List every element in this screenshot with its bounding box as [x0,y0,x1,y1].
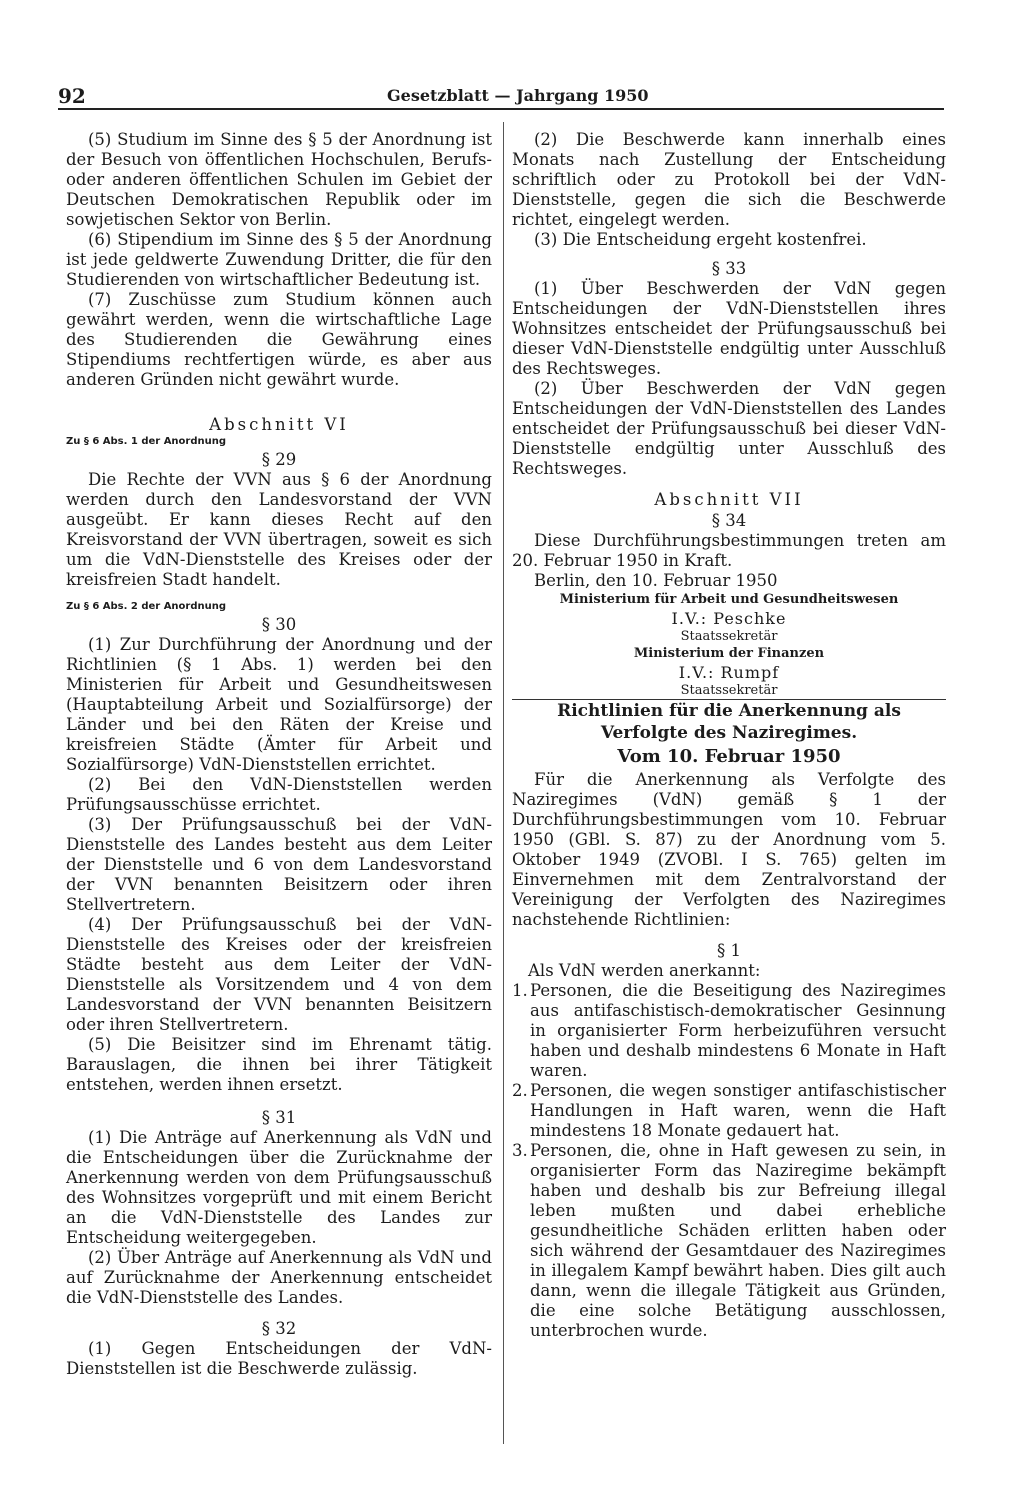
paragraph-heading-31: § 31 [261,1108,297,1127]
paragraph-31-1: (1) Die Anträge auf Anerkennung als VdN und die Entscheidungen über die Zurücknahme der Anerkennung werden von dem Prüfungsausschuß des Wohnsitzes vorgeprüft und mit einem Bericht an die VdN-Dienststelle des Landes zur Entscheidung weitergegeben. [66,1128,492,1247]
guidelines-intro: Für die Anerkennung als Verfolgte des Naziregimes (VdN) gemäß § 1 der Durchführungsbestimmungen vom 10. Februar 1950 (GBl. S. 87) zu der Anordnung vom 5. Oktober 1949 (ZVOBl. I S. 765) gelten im Einvernehmen mit dem Zentralvorstand der Vereinigung der Verfolgten des Naziregimes nachstehende Richtlinien: [512,770,946,929]
list-text: Personen, die die Beseitigung des Naziregimes aus antifaschistisch-demokratischer Gesinnung in organisierter Form herbeizuführen versucht haben und deshalb mindestens 6 Monate in Haft waren. [530,981,946,1080]
list-number: 2. [512,1081,528,1100]
paragraph-30-3: (3) Der Prüfungsausschuß bei der VdN-Dienststelle des Landes besteht aus dem Leiter der Dienststelle und 6 von dem Landesvorstand der VVN benannten Beisitzern oder ihren Stellvertretern. [66,815,492,914]
guidelines-date: Vom 10. Februar 1950 [617,746,841,767]
header-rule [58,108,944,110]
column-divider [503,122,504,1444]
list-text: Personen, die, ohne in Haft gewesen zu sein, in organisierter Form das Naziregime bekämpft haben und deshalb bis zur Befreiung illegal leben mußten und dabei erhebliche gesundheitliche Schäden erlitten haben oder sich während der Gesamtdauer des Naziregimes in illegalem Kampf bewährt haben. Dies gilt auch dann, wenn die illegale Tätigkeit aus Gründen, die eine solche Betätigung ausschlossen, unterbrochen wurde. [530,1141,946,1340]
paragraph-6: (6) Stipendium im Sinne des § 5 der Anordnung ist jede geldwerte Zuwendung Dritter, die für den Studierenden von wirtschaftlicher Bedeutung ist. [66,230,492,289]
ministry-labour-health: Ministerium für Arbeit und Gesundheitswesen [559,592,899,607]
page-number: 92 [58,84,86,108]
subheading-zu-6-abs-1: Zu § 6 Abs. 1 der Anordnung [66,436,227,447]
paragraph-30-1: (1) Zur Durchführung der Anordnung und der Richtlinien (§ 1 Abs. 1) werden bei den Ministerien für Arbeit und Gesundheitswesen (Hauptabteilung Arbeit und Sozialfürsorge) der Länder und bei den Räten der Kreise und kreisfreien Städte (Ämter für Arbeit und Sozialfürsorge) VdN-Dienststellen errichtet. [66,635,492,774]
paragraph-heading-30: § 30 [261,615,297,634]
section-heading-vi: Abschnitt VI [209,415,349,434]
paragraph-31-2: (2) Über Anträge auf Anerkennung als VdN und auf Zurücknahme der Anerkennung entscheidet die VdN-Dienststelle des Landes. [66,1248,492,1307]
ministry-finance: Ministerium der Finanzen [633,646,825,661]
right-column [512,130,946,1341]
paragraph-34-text: Diese Durchführungsbestimmungen treten am 20. Februar 1950 in Kraft. [512,531,946,570]
paragraph-7: (7) Zuschüsse zum Studium können auch gewährt werden, wenn die wirtschaftliche Lage des Studierenden die Gewährung eines Stipendiums rechtfertigen würde, es aber aus anderen Gründen nicht gewährt wurde. [66,290,492,389]
list-text: Personen, die wegen sonstiger antifaschistischer Handlungen in Haft waren, wenn die Haft mindestens 18 Monate gedauert hat. [530,1081,946,1140]
paragraph-33-2: (2) Über Beschwerden der VdN gegen Entscheidungen der VdN-Dienststellen des Landes entscheidet der Prüfungsausschuß bei dieser VdN-Dienststelle endgültig unter Ausschluß des Rechtsweges. [512,379,946,478]
paragraph-heading-29: § 29 [261,450,297,469]
list-item-2 [512,1081,946,1141]
paragraph-30-2: (2) Bei den VdN-Dienststellen werden Prüfungsausschüsse errichtet. [66,775,492,814]
guidelines-title: Richtlinien für die Anerkennung als Verfolgte des Naziregimes. [557,701,901,743]
list-item-3 [512,1141,946,1341]
paragraph-5: (5) Studium im Sinne des § 5 der Anordnung ist der Besuch von öffentlichen Hochschulen, Berufs- oder anderen öffentlichen Schulen im Gebiet der Deutschen Demokratischen Republik oder im sowjetischen Sektor von Berlin. [66,130,492,229]
running-header: Gesetzblatt — Jahrgang 1950 [387,86,649,105]
list-item-1 [512,981,946,1081]
paragraph-32-1: (1) Gegen Entscheidungen der VdN-Dienststellen ist die Beschwerde zulässig. [66,1339,492,1378]
list-number: 3. [512,1141,528,1160]
spacer [66,390,492,414]
paragraph-heading-33: § 33 [711,259,747,278]
paragraph-29-text: Die Rechte der VVN aus § 6 der Anordnung werden durch den Landesvorstand der VVN ausgeübt. Er kann dieses Recht auf den Kreisvorstand der VVN übertragen, soweit es sich um die VdN-Dienststelle des Kreises oder der kreisfreien Stadt handelt. [66,470,492,589]
paragraph-33-1: (1) Über Beschwerden der VdN gegen Entscheidungen der VdN-Dienststellen ihres Wohnsitzes entscheidet der Prüfungsausschuß bei dieser VdN-Dienststelle endgültig unter Ausschluß des Rechtsweges. [512,279,946,378]
signer-peschke: I.V.: Peschke [671,609,787,628]
paragraph-1-lead: Als VdN werden anerkannt: [528,961,761,980]
paragraph-heading-32: § 32 [261,1319,297,1338]
paragraph-32-2: (2) Die Beschwerde kann innerhalb eines Monats nach Zustellung der Entscheidung schriftlich oder zu Protokoll bei der VdN-Dienststelle, gegen die sich die Beschwerde richtet, eingelegt werden. [512,130,946,229]
paragraph-30-4: (4) Der Prüfungsausschuß bei der VdN-Dienststelle des Kreises oder der kreisfreien Städte besteht aus dem Leiter der VdN-Dienststelle als Vorsitzendem und 4 von dem Landesvorstand der VVN benannten Beisitzern oder ihren Stellvertretern. [66,915,492,1034]
paragraph-heading-1: § 1 [717,941,741,960]
place-date: Berlin, den 10. Februar 1950 [534,571,778,590]
list-number: 1. [512,981,528,1000]
paragraph-30-5: (5) Die Beisitzer sind im Ehrenamt tätig. Barauslagen, die ihnen bei ihrer Tätigkeit entstehen, werden ihnen ersetzt. [66,1035,492,1094]
paragraph-32-3: (3) Die Entscheidung ergeht kostenfrei. [534,230,867,249]
paragraph-heading-34: § 34 [711,511,747,530]
subheading-zu-6-abs-2: Zu § 6 Abs. 2 der Anordnung [66,601,227,612]
signer-role-2: Staatssekretär [680,683,778,698]
signer-role-1: Staatssekretär [680,629,778,644]
section-heading-vii: Abschnitt VII [654,490,804,509]
left-column [66,130,492,1379]
signer-rumpf: I.V.: Rumpf [678,663,780,682]
